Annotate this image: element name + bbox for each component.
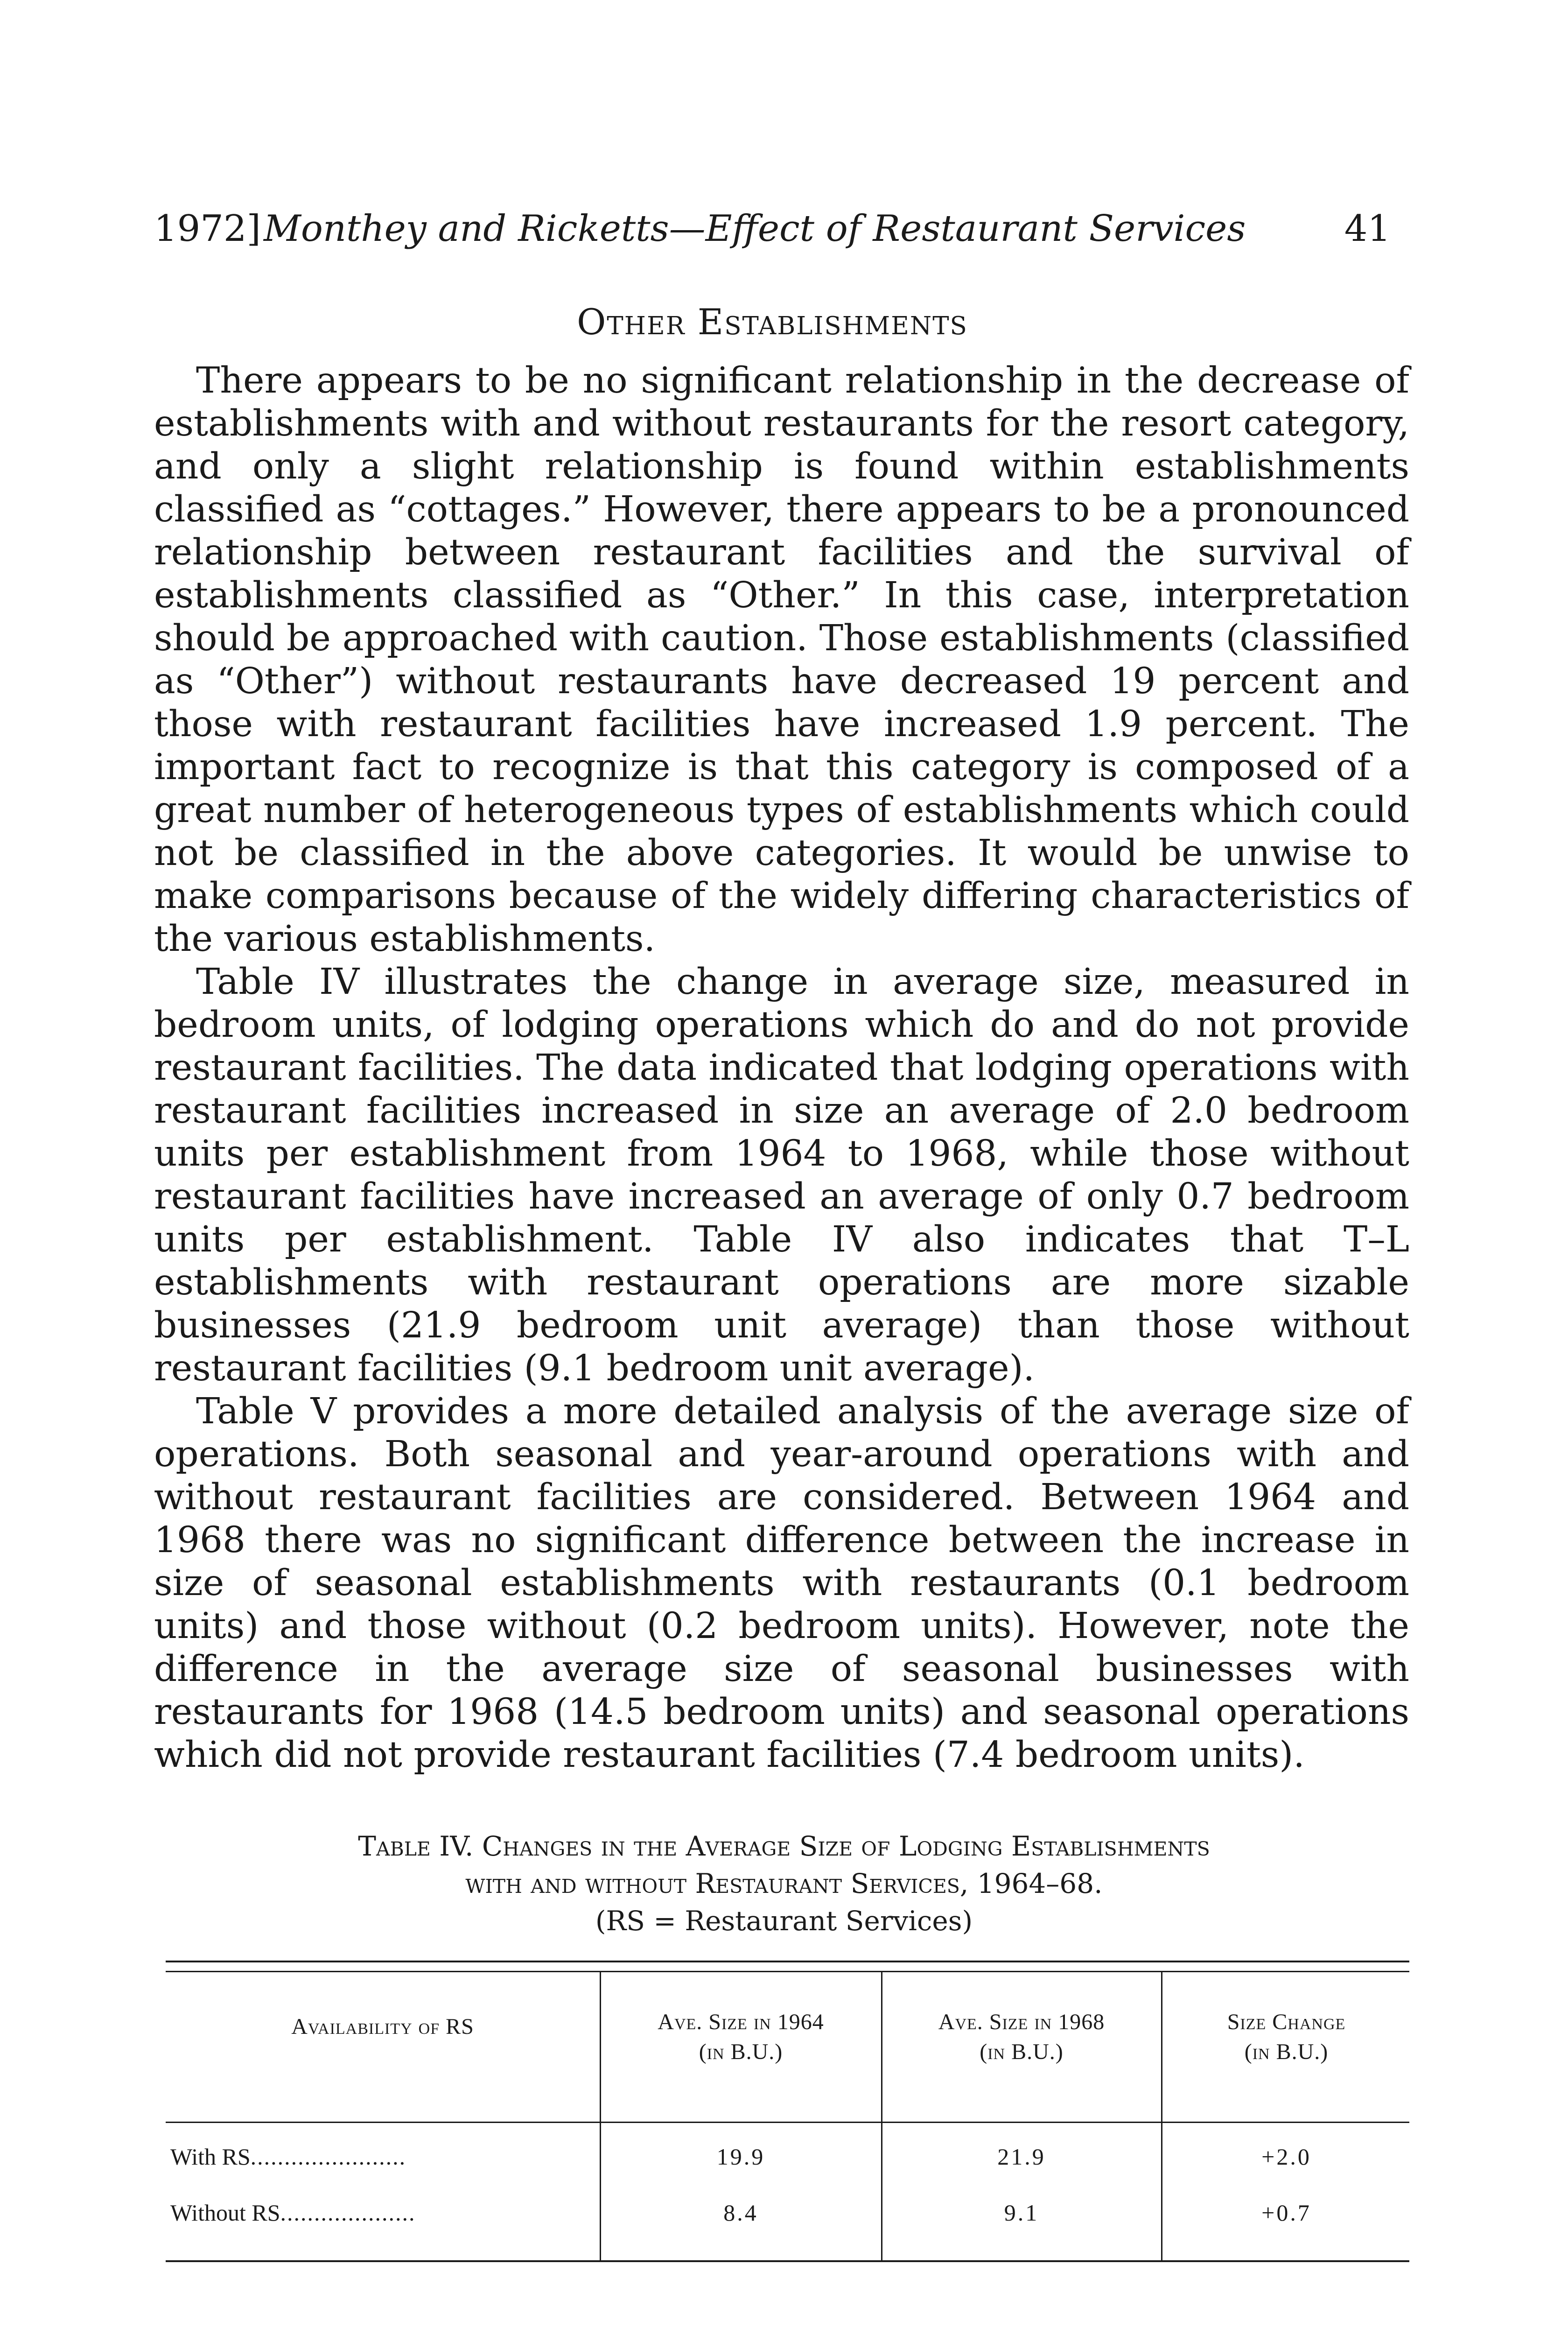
table-caption-line: with and without Restaurant Services, 1964–68. xyxy=(465,1868,1103,1899)
paragraph: There appears to be no significant relationship in the decrease of establishments with and without restaurants for the resort category, and only a slight relationship is found within establishments classified as “cottages.” However, there appears to be a pronounced relationship between restaurant facilities and the survival of establishments classified as “Other.” In this case, interpretation should be approached with caution. Those establishments (classified as “Other”) without restaurants have decreased 19 percent and those with restaurant facilities have increased 1.9 percent. The important fact to recognize is that this category is composed of a great number of heterogeneous types of establishments which could not be classified in the above categories. It would be unwise to make comparisons because of the widely differing characteristics of the various establishments. xyxy=(154,360,1409,960)
table-row-label: With RS....................... xyxy=(170,2144,406,2170)
table-rule-bottom xyxy=(166,2260,1409,2262)
table-cell: 19.9 xyxy=(716,2144,765,2170)
table-column-divider xyxy=(600,1971,601,2260)
body-text xyxy=(154,359,1409,1777)
dot-leader: .................... xyxy=(280,2200,416,2226)
table-cell: 8.4 xyxy=(723,2200,758,2226)
table-cell: +2.0 xyxy=(1261,2144,1311,2170)
table-row-label: Without RS.................... xyxy=(170,2200,416,2226)
table-caption-line: (RS = Restaurant Services) xyxy=(595,1905,973,1937)
section-heading: Other Establishments xyxy=(577,301,968,343)
table-column-divider xyxy=(881,1971,882,2260)
table-rule-top xyxy=(166,1961,1409,1962)
running-header xyxy=(154,201,1391,257)
table-caption-line: Table IV. Changes in the Average Size of Lodging Establishments xyxy=(358,1830,1210,1862)
dot-leader: ....................... xyxy=(250,2144,406,2170)
paragraph: Table V provides a more detailed analysis of the average size of operations. Both seasonal and year-around operations with and without restaurant facilities are considered. Between 1964 and 1968 there was no significant difference between the increase in size of seasonal establishments with restaurants (0.1 bedroom units) and those without (0.2 bedroom units). However, note the difference in the average size of seasonal businesses with restaurants for 1968 (14.5 bedroom units) and seasonal operations which did not provide restaurant facilities (7.4 bedroom units). xyxy=(154,1391,1409,1776)
column-header-size-change: Size Change (in B.U.) xyxy=(1227,2010,1346,2064)
column-header-size-1964: Ave. Size in 1964 (in B.U.) xyxy=(658,2010,824,2064)
column-header-availability: Availability of RS xyxy=(291,2014,474,2039)
page-number: 41 xyxy=(1344,208,1391,250)
table-cell: +0.7 xyxy=(1261,2200,1311,2226)
table-cell: 21.9 xyxy=(997,2144,1046,2170)
table-column-divider xyxy=(1161,1971,1162,2260)
header-title: Monthey and Ricketts—Effect of Restaurant Services xyxy=(264,208,1246,250)
paragraph: Table IV illustrates the change in average size, measured in bedroom units, of lodging operations which do and do not provide restaurant facilities. The data indicated that lodging operations with restaurant facilities increased in size an average of 2.0 bedroom units per establishment from 1964 to 1968, while those without restaurant facilities have increased an average of only 0.7 bedroom units per establishment. Table IV also indicates that T–L establishments with restaurant operations are more sizable businesses (21.9 bedroom unit average) than those without restaurant facilities (9.1 bedroom unit average). xyxy=(154,961,1409,1389)
table-rule-header xyxy=(166,2122,1409,2123)
table-cell: 9.1 xyxy=(1004,2200,1039,2226)
table-rule-top-inner xyxy=(166,1971,1409,1972)
table-caption xyxy=(154,1828,1414,1940)
column-header-size-1968: Ave. Size in 1968 (in B.U.) xyxy=(938,2010,1105,2064)
header-year: 1972] xyxy=(154,208,261,250)
